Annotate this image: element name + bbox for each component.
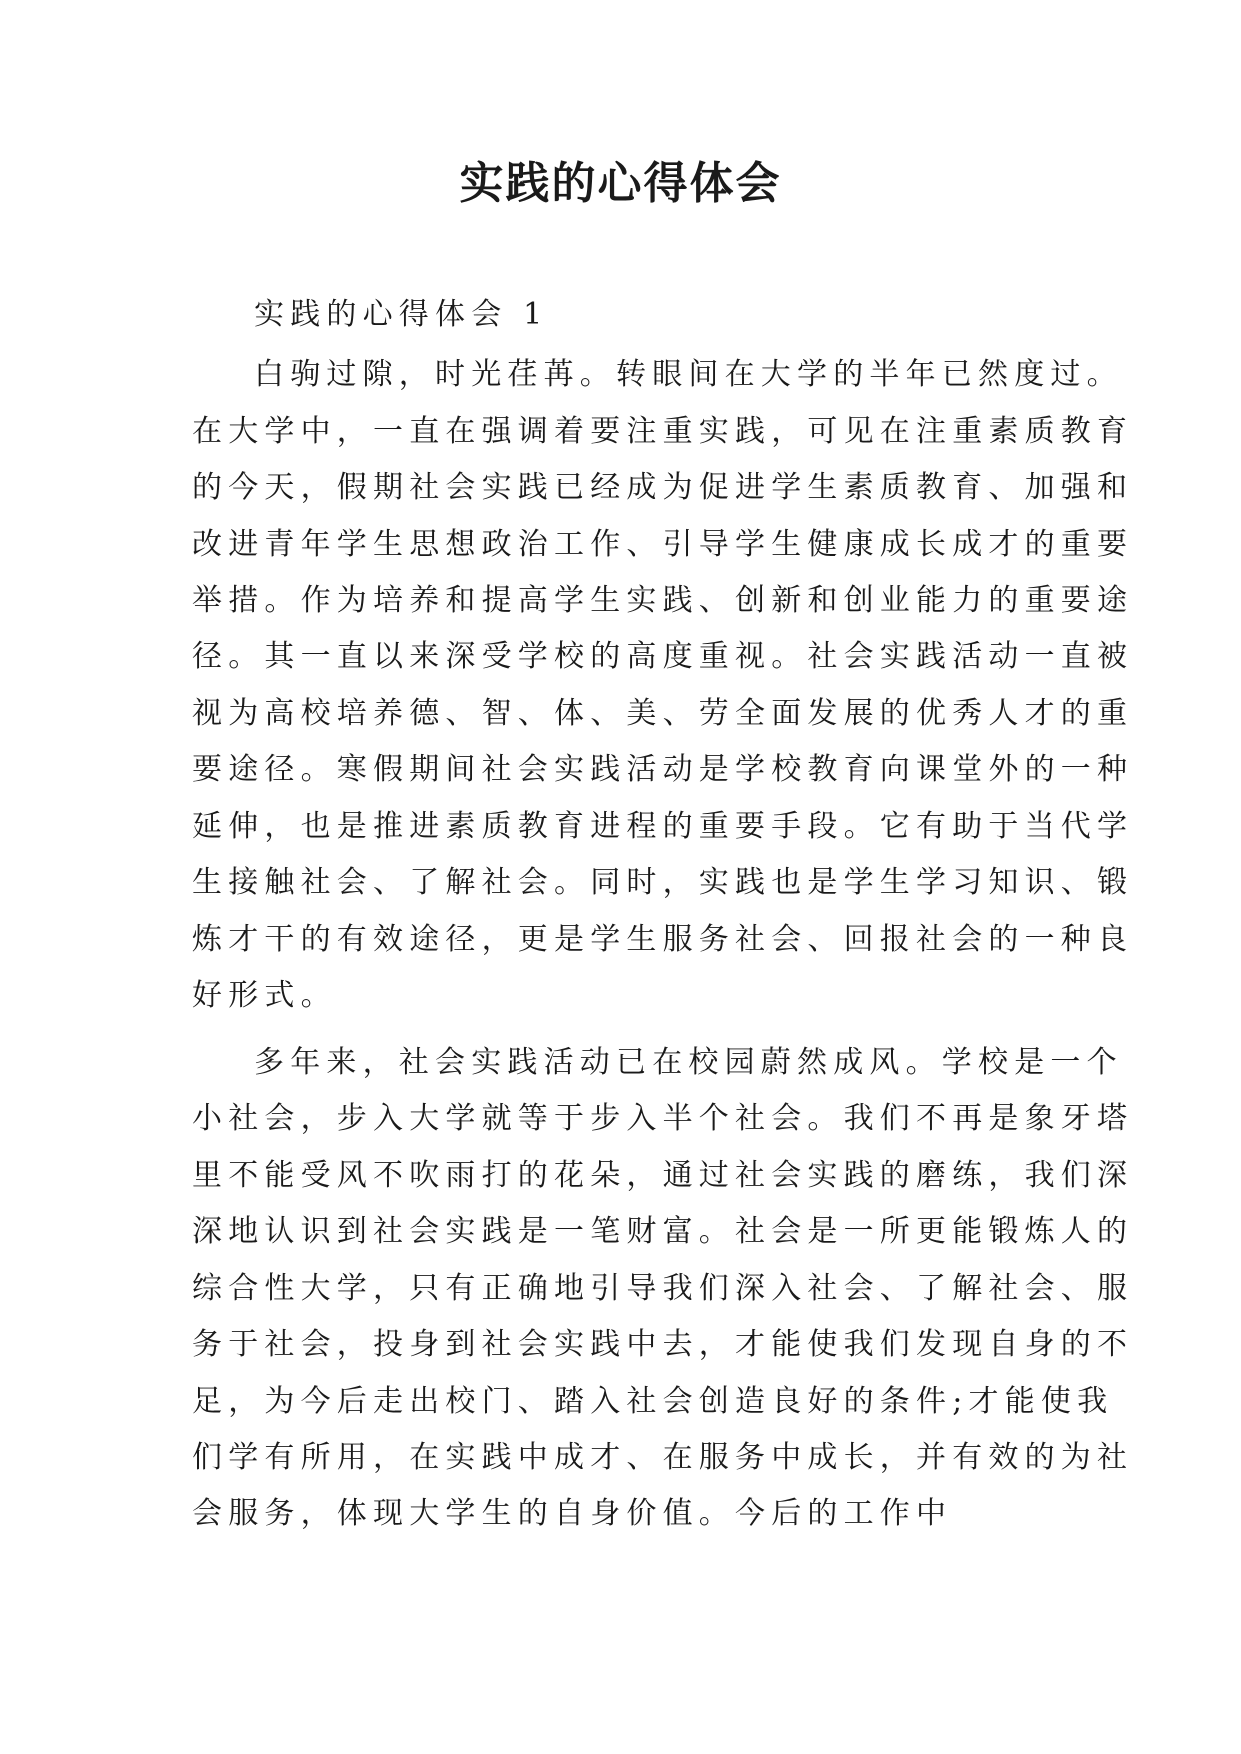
section-heading: 实践的心得体会 1 — [254, 297, 549, 332]
paragraph-line: 的今天，假期社会实践已经成为促进学生素质教育、加强和 — [192, 470, 1134, 505]
paragraph-line: 炼才干的有效途径，更是学生服务社会、回报社会的一种良 — [192, 922, 1134, 957]
page-title: 实践的心得体会 — [459, 158, 782, 209]
paragraph-line: 好形式。 — [192, 978, 337, 1013]
paragraph-line: 举措。作为培养和提高学生实践、创新和创业能力的重要途 — [192, 583, 1134, 618]
paragraph-line: 在大学中，一直在强调着要注重实践，可见在注重素质教育 — [192, 414, 1134, 449]
paragraph-line: 径。其一直以来深受学校的高度重视。社会实践活动一直被 — [192, 639, 1134, 674]
paragraph-line: 多年来，社会实践活动已在校园蔚然成风。学校是一个 — [254, 1045, 1123, 1080]
paragraph-line: 会服务，体现大学生的自身价值。今后的工作中 — [192, 1496, 953, 1531]
paragraph-line: 里不能受风不吹雨打的花朵，通过社会实践的磨练，我们深 — [192, 1158, 1134, 1193]
paragraph-line: 视为高校培养德、智、体、美、劳全面发展的优秀人才的重 — [192, 696, 1134, 731]
paragraph-line: 改进青年学生思想政治工作、引导学生健康成长成才的重要 — [192, 527, 1134, 562]
paragraph-line: 务于社会，投身到社会实践中去，才能使我们发现自身的不 — [192, 1327, 1134, 1362]
paragraph-line: 延伸，也是推进素质教育进程的重要手段。它有助于当代学 — [192, 809, 1134, 844]
paragraph-line: 们学有所用，在实践中成才、在服务中成长，并有效的为社 — [192, 1440, 1134, 1475]
paragraph-line: 要途径。寒假期间社会实践活动是学校教育向课堂外的一种 — [192, 752, 1134, 787]
paragraph-line: 综合性大学，只有正确地引导我们深入社会、了解社会、服 — [192, 1271, 1134, 1306]
paragraph-line: 白驹过隙，时光荏苒。转眼间在大学的半年已然度过。 — [254, 357, 1123, 392]
paragraph-line: 小社会，步入大学就等于步入半个社会。我们不再是象牙塔 — [192, 1101, 1134, 1136]
paragraph-line: 足，为今后走出校门、踏入社会创造良好的条件;才能使我 — [192, 1384, 1114, 1419]
paragraph-line: 深地认识到社会实践是一笔财富。社会是一所更能锻炼人的 — [192, 1214, 1134, 1249]
paragraph-line: 生接触社会、了解社会。同时，实践也是学生学习知识、锻 — [192, 865, 1134, 900]
